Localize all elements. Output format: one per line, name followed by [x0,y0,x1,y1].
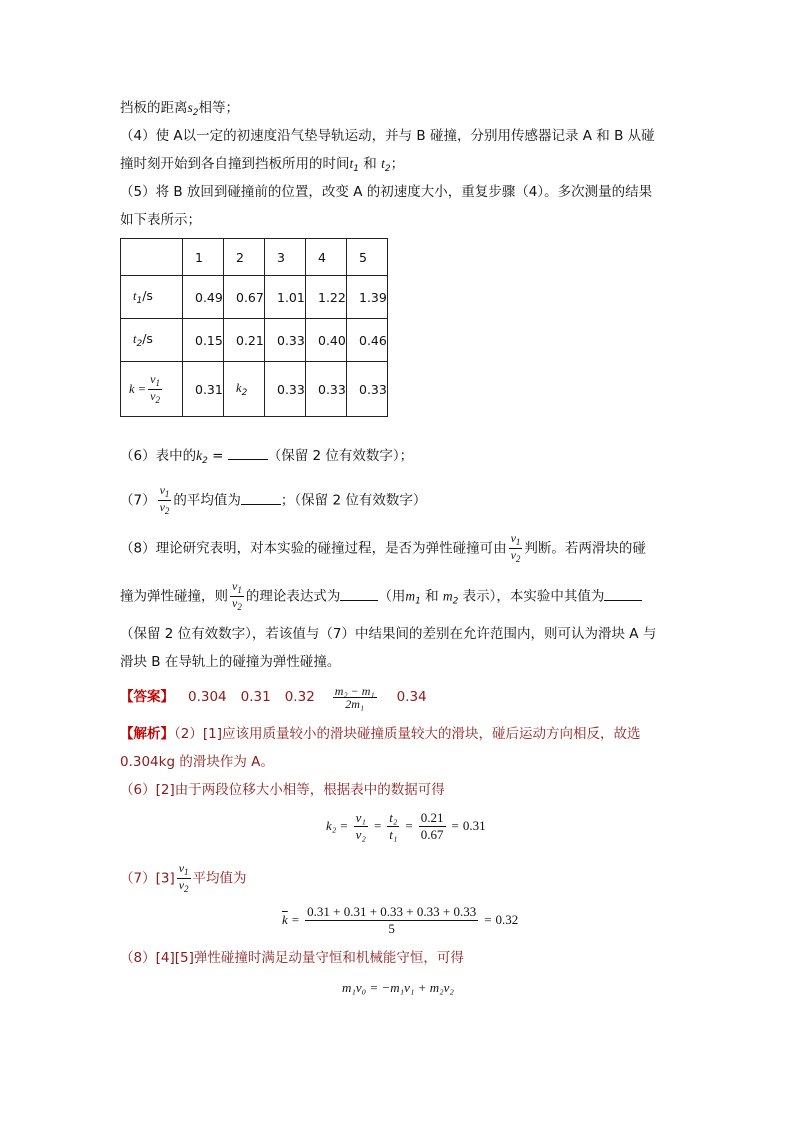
analysis-line-8: （8）[4][5]弹性碰撞时满足动量守恒和机械能守恒，可得 [120,950,464,966]
and-text: 和 [359,156,382,172]
answer-line [120,682,427,712]
question-8-line-1: （8）理论研究表明，对本实验的碰撞过程，是否为弹性碰撞可由 $\frac{v_1}{v_2}$ 判断。若两滑块的碰 [120,531,646,564]
table-cell: 1.22 [306,276,347,319]
table-cell: 0.33 [265,319,306,362]
step4-text: 撞时刻开始到各自撞到挡板所用的时间 [120,156,350,172]
fraction-v1-v2: $\frac{v_1}{v_2}$ [178,861,189,894]
table-cell: 1.39 [347,276,388,319]
analysis-label: 【解析】 [120,726,174,742]
analysis-line-1: 【解析】（2）[1]应该用质量较小的滑块碰撞质量较大的滑块，碰后运动方向相反，故选 [120,726,641,742]
answer-blank-q8-expr[interactable] [340,600,378,601]
var-sub: 2 [384,164,391,174]
question-6: （6）表中的$k_2$ = （保留 2 位有效数字）； [120,448,414,466]
table-cell: 0.15 [183,319,224,362]
table-corner [121,239,183,276]
row-label-t2: $t_2/s$ [121,319,183,362]
table-cell: 0.33 [306,362,347,417]
table-cell: 0.40 [306,319,347,362]
answer-blank-q7[interactable] [241,504,281,505]
question-7: （7） $\frac{v_1}{v_2}$ 的平均值为 ；（保留 2 位有效数字） [120,483,427,516]
table-cell: 0.33 [265,362,306,417]
equation-k-average: $\overline{k}$ = $\frac{0.31 + 0.31 + 0.33 + 0.33 + 0.33}{5}$ = 0.32 [282,903,519,936]
fraction-v1-v2: $\frac{v_1}{v_2}$ [510,531,521,564]
question-8-line-2: 撞为弹性碰撞，则 $\frac{v_1}{v_2}$ 的理论表达式为 （用$m_1$ 和 $m_2$ 表示），本实验中其值为 [120,580,642,614]
table-cell: 0.67 [224,276,265,319]
fraction-v1-v2: $\frac{v_1}{v_2}$ [159,483,170,516]
var-sub: 1 [353,164,359,174]
intro-text: 挡板的距离 [120,100,188,116]
intro-text: 相等； [198,100,239,116]
answer-blank-q8-value[interactable] [604,600,642,601]
analysis-line-7: （7）[3] $\frac{v_1}{v_2}$ 平均值为 [120,861,247,894]
analysis-line-2: 0.304kg 的滑块作为 A。 [120,754,274,770]
table-cell: 0.46 [347,319,388,362]
equation-momentum: m₁v₀ = −m₁v₁ + m₂v₂ [342,980,454,995]
analysis-line-6: （6）[2]由于两段位移大小相等，根据表中的数据可得 [120,782,445,798]
question-8-line-4: 滑块 B 在导轨上的碰撞为弹性碰撞。 [120,654,341,670]
var-t1: t [349,156,354,171]
step4-end: ； [390,156,405,172]
intro-line-1 [120,98,239,123]
table-header-cell: 5 [347,239,388,276]
question-8-line-3: （保留 2 位有效数字），若该值与（7）中结果间的差别在允许范围内，则可认为滑块 A 与 [120,626,657,642]
table-header-cell: 3 [265,239,306,276]
equation-k2: k₂ = $\frac{\text{v₁}}{\text{v₂}}$ = $\frac{\text{t₂}}{\text{t₁}}$ = $\frac{0.21}{0.67}$ = 0.31 [326,809,486,842]
row-label-t1: $t_1/s$ [121,276,183,319]
table-header-cell: 1 [183,239,224,276]
table-cell: 0.21 [224,319,265,362]
step5-line-2: 如下表所示； [120,212,201,228]
fraction-v1-v2: $\frac{v_1}{v_2}$ [232,579,242,612]
step4-line-1: （4）使 A以一定的初速度沿气垫导轨运动，并与 B 碰撞，分别用传感器记录 A 和 B 从碰 [120,128,655,144]
answer-5: 0.34 [396,689,427,705]
table-cell: 0.49 [183,276,224,319]
answer-4-fraction: $\frac{\text{m₂ − m₁}}{\text{2m₁}}$ [334,683,375,711]
table-cell-k2: $k_2$ [224,362,265,417]
answer-blank-q6[interactable] [228,459,268,460]
answer-1: 0.304 [188,689,227,705]
answer-3: 0.32 [284,689,315,705]
answer-2: 0.31 [240,689,271,705]
step4-line-2 [120,154,404,179]
var-sub: 2 [192,108,199,118]
var-s: s [187,100,193,115]
table-header-cell: 2 [224,239,265,276]
table-row [121,362,388,417]
table-header-row [121,239,388,276]
table-cell: 0.31 [183,362,224,417]
var-t2: t [381,156,385,171]
table-cell: 1.01 [265,276,306,319]
row-label-k: k = $\frac{v_1}{v_2}$ [121,362,183,417]
table-header-cell: 4 [306,239,347,276]
table-row [121,319,388,362]
measurement-table [120,238,388,417]
answer-label: 【答案】 [120,689,174,705]
table-cell: 0.33 [347,362,388,417]
table-row [121,276,388,319]
step5-line-1: （5）将 B 放回到碰撞前的位置，改变 A 的初速度大小，重复步骤（4）。多次测量的结果 [120,184,653,200]
